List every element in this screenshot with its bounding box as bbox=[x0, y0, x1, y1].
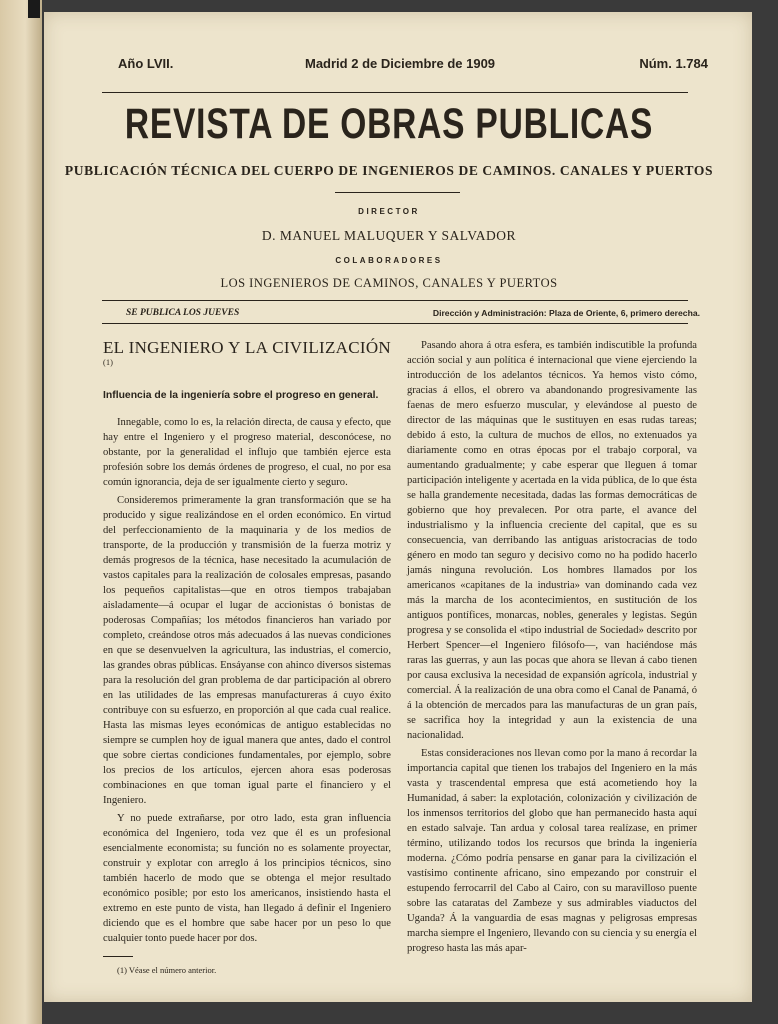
paragraph: Pasando ahora á otra esfera, es también indiscutible la profunda acción social y aun política é internacional que viene ejerciendo la introducción de los adelantos técnicos. Ya hemos visto cómo, gracias á ellos, el obrero va abandonando progresivamente las faenas de mero esfuerzo muscular, y elevándose al puesto de director de las máquinas que le sustituyen en esas rudas tareas; debido á esto, la cultura de muchos de ellos, no extenuados ya diariamente como en otras épocas por el trabajo corporal, va aumentando gradualmente; y cabe esperar que lleguen á tomar participación inteligente y acertada en la vida pública, de lo que ésta se halla grandemente necesitada, dadas las formas democráticas de gobierno que hoy prevalecen. Por otra parte, el avance del industrialismo y la influencia creciente del capital, que es su consecuencia, van derribando las antiguas aristocracias de todo género en modo tan seguro y decisivo como no ha podido hacerlo jamás ninguna revolución. Los hombres llamados por los americanos «capitanes de la industria» van dominando cada vez más la marcha de los acontecimientos, en sustitución de los antiguos pontífices, monarcas, nobles, generales y legistas. Según progresa y se consolida el «tipo industrial de Sociedad» descrito por Herbert Spencer—el Ingeniero filósofo—, van haciéndose más raras las guerras, y aun las pocas que ahora se llevan á cabo tienen por causa exclusiva la necesidad de expansión agrícola, industrial y comercial. Á la realización de una obra como el Canal de Panamá, ó á la obtención de mercados para las manufacturas de un gran país, se sacrifica hoy la integridad y aun la existencia de una nacionalidad. bbox=[407, 340, 697, 741]
paragraph: Innegable, como lo es, la relación directa, de causa y efecto, que hay entre el Ingeniero y el progreso material, desconócese, no obstante, por la generalidad el influjo que también ejerce esta profesión sobre los demás órdenes de progreso, el cual, no por esa común ignorancia, deja de ser igualmente cierto y seguro. bbox=[103, 416, 391, 488]
masthead bbox=[60, 56, 708, 76]
publication-day: SE PUBLICA LOS JUEVES bbox=[126, 308, 240, 318]
journal-subtitle: PUBLICACIÓN TÉCNICA DEL CUERPO DE INGENIEROS DE CAMINOS. CANALES Y PUERTOS bbox=[64, 163, 714, 178]
paragraph: Consideremos primeramente la gran transformación que se ha producido y sigue realizándose en el orden económico. En virtud del perfeccionamiento de la maquinaria y de los medios de transporte, de la producción y transmisión de la fuerza motriz y demás progresos de la técnica, hase necesitado la acumulación de vastos capitales para la realización de colosales empresas, pasando los pequeños capitalistas—que en otros tiempos trabajaban aisladamente—á ocupar el lugar de accionistas ó bonistas de poderosas Compañías; los métodos financieros han variado por completo, creándose otros más adecuados á las nuevas condiciones en que se desenvuelven la agricultura, las industrias, el comercio, las grandes obras públicas. Ensáyanse con ahinco diversos sistemas para la resolución del gran problema de dar participación al obrero en las utilidades de las empresas manufactureras á cuyo éxito contribuye con su esfuerzo, en proporción al que cada cual realice. Hasta las mismas leyes económicas de antiguo establecidas no siempre se cumplen hoy de igual manera que antes, dado el control que sobre ciertas condiciones fundamentales, por ejemplo, sobre los precios de los artículos, ejercen ahora esas poderosas combinaciones en que toman igual parte el financiero y el Ingeniero. bbox=[103, 494, 391, 806]
left-column bbox=[103, 338, 391, 981]
collaborators-label: COLABORADORES bbox=[335, 256, 443, 265]
title-divider bbox=[335, 192, 460, 193]
director-label: DIRECTOR bbox=[358, 207, 420, 216]
issue-year: Año LVII. bbox=[118, 56, 174, 71]
collaborators-text: LOS INGENIEROS DE CAMINOS, CANALES Y PUERTOS bbox=[220, 276, 558, 290]
address: Dirección y Administración: Plaza de Oriente, 6, primero derecha. bbox=[432, 308, 700, 318]
director-name: D. MANUEL MALUQUER Y SALVADOR bbox=[261, 228, 517, 243]
issue-number: Núm. 1.784 bbox=[639, 56, 708, 71]
title-footnote-marker: (1) bbox=[103, 358, 114, 367]
paragraph: Y no puede extrañarse, por otro lado, esta gran influencia económica del Ingeniero, toda vez que él es un profesional esencialmente economista; su función no es solamente proyectar, construir y explotar con arreglo á los principios técnicos, sino también hacerlo de modo que se obtenga el mejor resultado económico posible; por esto los americanos, insistiendo hasta el extremo en este punto de vista, han llegado á definir el Ingeniero diciendo que es el hombre que sabe hacer por un peso lo que cualquier tonto puede hacer por dos. bbox=[103, 812, 391, 944]
journal-title: REVISTA DE OBRAS PUBLICAS bbox=[124, 100, 654, 148]
pub-rule-bottom bbox=[102, 323, 688, 324]
facing-page-edge bbox=[0, 0, 42, 1024]
masthead-rule bbox=[102, 92, 688, 93]
pub-rule-top bbox=[102, 300, 688, 301]
issue-date: Madrid 2 de Diciembre de 1909 bbox=[305, 56, 496, 71]
footnote-rule bbox=[103, 956, 133, 957]
article-subheading: Influencia de la ingeniería sobre el progreso en general. bbox=[103, 389, 379, 401]
article-title: EL INGENIERO Y LA CIVILIZACIÓN $^{(1)}$ bbox=[103, 338, 391, 367]
footnote: (1) Véase el número anterior. bbox=[117, 964, 217, 975]
paragraph: Estas consideraciones nos llevan como por la mano á recordar la importancia capital que tienen los trabajos del Ingeniero en la más vasta y trascendental empresa que está acometiendo hoy la Humanidad, á saber: la explotación, colonización y civilización de los inmensos territorios del globo que han permanecido hasta aquí en estado salvaje. Tan ardua y colosal tarea realízase, en primer término, utilizando todos los recursos que brinda la ingeniería moderna. ¿Cómo podría pensarse en ganar para la civilización el vastísimo continente africano, sino empezando por construir el estupendo ferrocarril del Cabo al Cairo, con su maravilloso puente sobre las cataratas del Zambeze y sus admirables viaductos del Uganda? Á la vanguardia de esas magnas y peligrosas empresas marcha siempre el Ingeniero, llevando con su ciencia y su energía el progreso hasta las más apar- bbox=[407, 748, 697, 954]
right-column bbox=[407, 338, 697, 959]
